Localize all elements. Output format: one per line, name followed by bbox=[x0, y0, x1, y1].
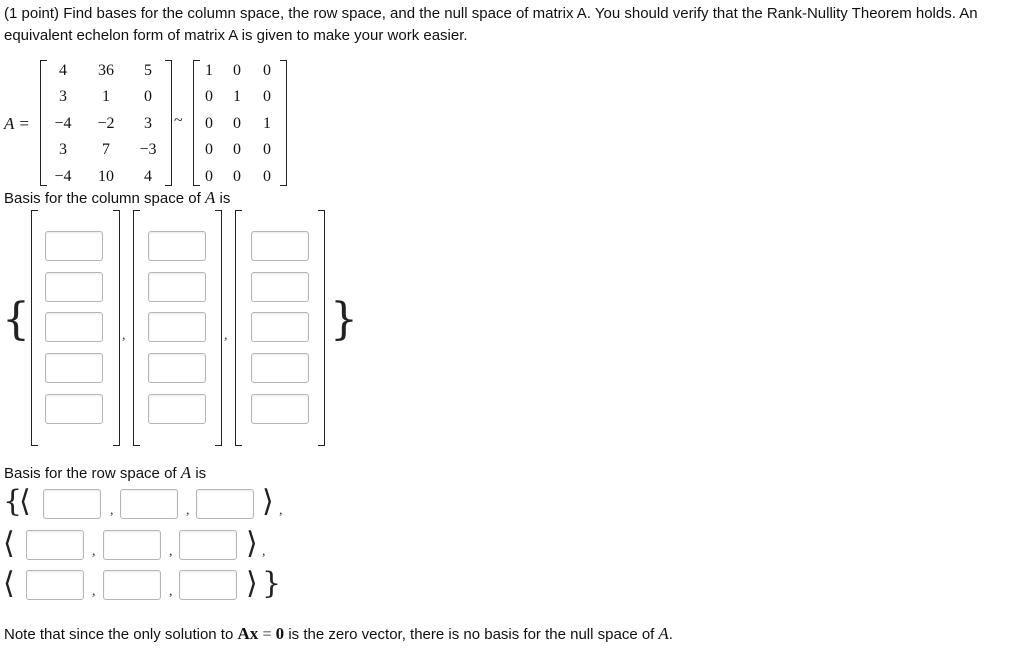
column-space-prompt-prefix: Basis for the column space of bbox=[4, 190, 201, 207]
echelon-cell: 0 bbox=[205, 168, 213, 185]
row-vector-trailing-comma: , bbox=[262, 544, 266, 559]
row-vector-3-open-angle: ⟨ bbox=[3, 566, 15, 601]
problem-line-2: equivalent echelon form of matrix A is given to make your work easier. bbox=[4, 27, 468, 44]
column-basis-2-entry-4[interactable] bbox=[148, 353, 206, 383]
row-vector-3-close-angle: ⟩ bbox=[246, 566, 258, 601]
row-vector-2-open-angle: ⟨ bbox=[3, 526, 15, 561]
matrix-a-cell: 36 bbox=[98, 62, 114, 79]
column-basis-3-entry-1[interactable] bbox=[251, 231, 309, 261]
column-space-prompt-var: A bbox=[204, 188, 216, 207]
matrix-label bbox=[4, 114, 30, 134]
column-basis-1-entry-3[interactable] bbox=[45, 312, 103, 342]
note-var: A bbox=[658, 624, 669, 643]
matrix-a-cell: 5 bbox=[144, 62, 152, 79]
row-basis-2-entry-3[interactable] bbox=[179, 530, 237, 560]
matrix-a-cell: −2 bbox=[97, 115, 115, 132]
column-basis-2-entry-5[interactable] bbox=[148, 394, 206, 424]
col-vector-1-left-bracket bbox=[31, 210, 38, 446]
row-space-prompt-suffix: is bbox=[195, 465, 207, 482]
column-basis-2-entry-2[interactable] bbox=[148, 272, 206, 302]
row-space-prompt bbox=[4, 462, 206, 485]
row-basis-2-entry-1[interactable] bbox=[26, 530, 84, 560]
col-vector-3-right-bracket bbox=[318, 210, 325, 446]
row-vector-trailing-comma: , bbox=[279, 503, 283, 518]
column-basis-1-entry-5[interactable] bbox=[45, 394, 103, 424]
row-vector-1-close-angle: ⟩ bbox=[262, 484, 274, 519]
column-basis-3-entry-5[interactable] bbox=[251, 394, 309, 424]
matrix-a-cell: −3 bbox=[139, 141, 157, 158]
col-vector-3-left-bracket bbox=[235, 210, 242, 446]
column-basis-1-entry-1[interactable] bbox=[45, 231, 103, 261]
column-basis-1-entry-2[interactable] bbox=[45, 272, 103, 302]
row-space-open-brace: { bbox=[3, 484, 23, 519]
row-basis-3-entry-2[interactable] bbox=[103, 570, 161, 600]
row-basis-1-entry-1[interactable] bbox=[43, 489, 101, 519]
column-vector-separator: , bbox=[224, 328, 228, 343]
echelon-cell: 0 bbox=[205, 141, 213, 158]
column-vector-separator: , bbox=[122, 328, 126, 343]
echelon-cell: 0 bbox=[233, 168, 241, 185]
column-space-prompt bbox=[4, 187, 230, 210]
echelon-cell: 0 bbox=[233, 141, 241, 158]
note-end: . bbox=[668, 626, 673, 643]
equivalence-tilde: ~ bbox=[174, 112, 183, 129]
column-basis-3-entry-2[interactable] bbox=[251, 272, 309, 302]
row-entry-separator: , bbox=[110, 503, 114, 518]
col-vector-1-right-bracket bbox=[113, 210, 120, 446]
matrix-a-cell: 0 bbox=[144, 88, 152, 105]
row-basis-3-entry-1[interactable] bbox=[26, 570, 84, 600]
row-entry-separator: , bbox=[92, 584, 96, 599]
col-vector-2-right-bracket bbox=[215, 210, 222, 446]
echelon-cell: 0 bbox=[263, 62, 271, 79]
matrix-a-cell: −4 bbox=[54, 115, 72, 132]
row-space-close-brace: } bbox=[262, 566, 282, 601]
row-entry-separator: , bbox=[186, 503, 190, 518]
note-eq-lhs: Ax bbox=[237, 624, 259, 643]
row-entry-separator: , bbox=[92, 544, 96, 559]
matrix-a-cell: −4 bbox=[54, 168, 72, 185]
matrix-a-cell: 3 bbox=[59, 88, 67, 105]
row-basis-3-entry-3[interactable] bbox=[179, 570, 237, 600]
echelon-cell: 1 bbox=[263, 115, 271, 132]
row-basis-2-entry-2[interactable] bbox=[103, 530, 161, 560]
echelon-cell: 0 bbox=[263, 88, 271, 105]
row-basis-1-entry-3[interactable] bbox=[196, 489, 254, 519]
note-prefix: Note that since the only solution to bbox=[4, 626, 234, 643]
matrix-a-cell: 10 bbox=[98, 168, 114, 185]
row-entry-separator: , bbox=[169, 544, 173, 559]
echelon-cell: 0 bbox=[233, 62, 241, 79]
column-basis-2-entry-1[interactable] bbox=[148, 231, 206, 261]
row-vector-2-close-angle: ⟩ bbox=[246, 526, 258, 561]
matrix-a-cell: 3 bbox=[59, 141, 67, 158]
row-space-prompt-var: A bbox=[180, 463, 192, 482]
echelon-cell: 0 bbox=[233, 115, 241, 132]
column-basis-1-entry-4[interactable] bbox=[45, 353, 103, 383]
echelon-cell: 0 bbox=[205, 115, 213, 132]
echelon-cell: 0 bbox=[263, 168, 271, 185]
echelon-cell: 1 bbox=[233, 88, 241, 105]
matrix-a-cell: 4 bbox=[59, 62, 67, 79]
note-eq-rhs: 0 bbox=[275, 624, 285, 643]
col-vector-2-left-bracket bbox=[133, 210, 140, 446]
problem-line-1: (1 point) Find bases for the column space, the row space, and the null space of matrix A. You should verify that the Rank-Nullity Theorem holds. An bbox=[4, 5, 978, 22]
column-basis-3-entry-4[interactable] bbox=[251, 353, 309, 383]
echelon-cell: 0 bbox=[263, 141, 271, 158]
matrix-a-cell: 4 bbox=[144, 168, 152, 185]
column-space-prompt-suffix: is bbox=[219, 190, 231, 207]
row-vector-1-open-angle: ⟨ bbox=[19, 484, 31, 519]
column-space-close-brace: } bbox=[330, 294, 358, 345]
column-basis-3-entry-3[interactable] bbox=[251, 312, 309, 342]
null-space-note bbox=[4, 623, 673, 646]
matrix-a-cell: 3 bbox=[144, 115, 152, 132]
echelon-cell: 0 bbox=[205, 88, 213, 105]
row-space-prompt-prefix: Basis for the row space of bbox=[4, 465, 177, 482]
note-middle: is the zero vector, there is no basis for the null space of bbox=[288, 626, 655, 643]
column-basis-2-entry-3[interactable] bbox=[148, 312, 206, 342]
echelon-cell: 1 bbox=[205, 62, 213, 79]
matrix-a-cell: 7 bbox=[102, 141, 110, 158]
matrix-label-text: A = bbox=[4, 114, 30, 133]
row-basis-1-entry-2[interactable] bbox=[120, 489, 178, 519]
column-space-open-brace: { bbox=[2, 294, 30, 345]
matrix-a-cell: 1 bbox=[102, 88, 110, 105]
note-eq-sign: = bbox=[262, 626, 272, 643]
row-entry-separator: , bbox=[169, 584, 173, 599]
